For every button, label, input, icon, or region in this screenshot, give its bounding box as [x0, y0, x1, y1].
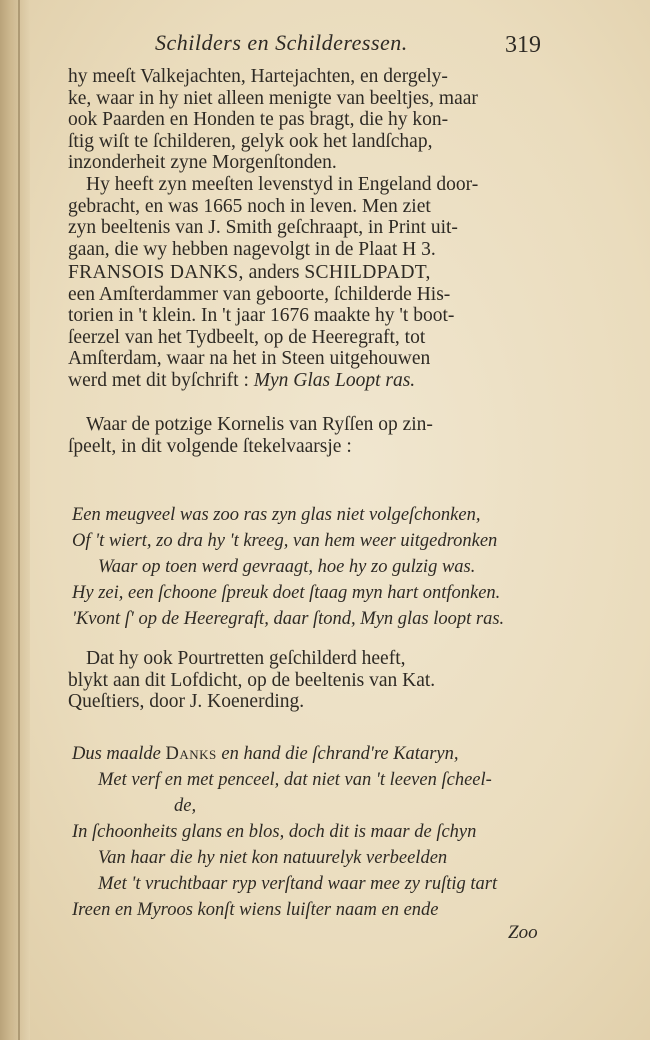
inscription-lead: werd met dit byſchrift : [68, 369, 254, 391]
text-line: gebracht, en was 1665 noch in leven. Men ziet [68, 195, 431, 217]
text-line: blykt aan dit Lofdicht, op de beeltenis van Kat. [68, 669, 436, 691]
verse-lead: Dus maalde [72, 744, 166, 764]
text-line: Hy heeft zyn meeſten levenstyd in Engeland door- [86, 174, 479, 195]
paragraph-1 [68, 66, 546, 174]
painter-name: FRANSOIS DANKS, [68, 262, 244, 283]
verse-line: Met verf en met penceel, dat niet van 't leeven ſcheel- [98, 770, 492, 790]
text-line: Queſtiers, door J. Koenerding. [68, 691, 305, 712]
text-line: inzonderheit zyne Morgenſtonden. [68, 152, 337, 173]
text-line: gaan, die wy hebben nagevolgt in de Plaat H 3. [68, 238, 436, 260]
painter-name-smallcaps: Danks [165, 744, 217, 764]
gutter-fold-line [18, 0, 20, 1040]
verse-line: In ſchoonheits glans en blos, doch dit is maar de ſchyn [72, 822, 477, 842]
text-line [68, 262, 546, 284]
text-line: een Amſterdammer van geboorte, ſchilderde His- [68, 283, 451, 305]
text-line: zyn beeltenis van J. Smith geſchraapt, in Print uit- [68, 217, 458, 238]
text-line: ſpeelt, in dit volgende ſtekelvaarsje : [68, 435, 352, 457]
anders-word: anders [243, 262, 305, 283]
text-line: Waar de potzige Kornelis van Ryſſen op zin- [86, 414, 433, 435]
verse-line: Of 't wiert, zo dra hy 't kreeg, van hem weer uitgedronken [72, 531, 498, 551]
verse-line: Ireen en Myroos konſt wiens luiſter naam en ende [72, 900, 439, 920]
binding-gutter [0, 0, 30, 1040]
text-line [68, 370, 546, 392]
verse-line [72, 741, 552, 767]
text-line: ke, waar in hy niet alleen menigte van beeltjes, maar [68, 87, 478, 109]
verse-line: Waar op toen werd gevraagt, hoe hy zo gulzig was. [98, 557, 476, 577]
paragraph-4 [68, 414, 546, 457]
text-line: hy meeſt Valkejachten, Hartejachten, en dergely- [68, 66, 448, 87]
text-line: torien in 't klein. In 't jaar 1676 maakte hy 't boot- [68, 305, 455, 326]
verse-1 [72, 502, 552, 632]
verse-line: de, [174, 796, 197, 816]
verse-line: Een meugveel was zoo ras zyn glas niet volgeſchonken, [72, 505, 481, 525]
text-line: Amſterdam, waar na het in Steen uitgehouwen [68, 348, 431, 369]
inscription-text: Myn Glas Loopt ras. [253, 369, 416, 391]
verse-line: Van haar die hy niet kon natuurelyk verbeelden [98, 848, 448, 868]
text-line: ſeerzel van het Tydbeelt, op de Heeregraft, tot [68, 326, 426, 348]
paragraph-2 [68, 174, 546, 260]
catchword: Zoo [508, 922, 538, 943]
text-line: ook Paarden en Honden te pas bragt, die hy kon- [68, 109, 449, 130]
text-line: ſtig wiſt te ſchilderen, gelyk ook het landſchap, [68, 130, 433, 152]
paragraph-5 [68, 648, 546, 713]
page-number: 319 [505, 32, 541, 58]
verse-line: 'Kvont ſ' op de Heeregraft, daar ſtond, Myn glas loopt ras. [72, 609, 505, 629]
verse-rest: en hand die ſchrand're Kataryn, [216, 744, 459, 764]
text-line: Dat hy ook Pourtretten geſchilderd heeft, [86, 648, 406, 669]
verse-2 [72, 741, 552, 923]
verse-line: Hy zei, een ſchoone ſpreuk doet ſtaag myn hart ontfonken. [72, 583, 501, 603]
painter-alias: SCHILDPADT, [304, 262, 431, 283]
running-head: Schilders en Schilderessen. [155, 30, 408, 55]
verse-line: Met 't vruchtbaar ryp verſtand waar mee zy ruſtig tart [98, 874, 498, 894]
paragraph-3 [68, 262, 546, 391]
